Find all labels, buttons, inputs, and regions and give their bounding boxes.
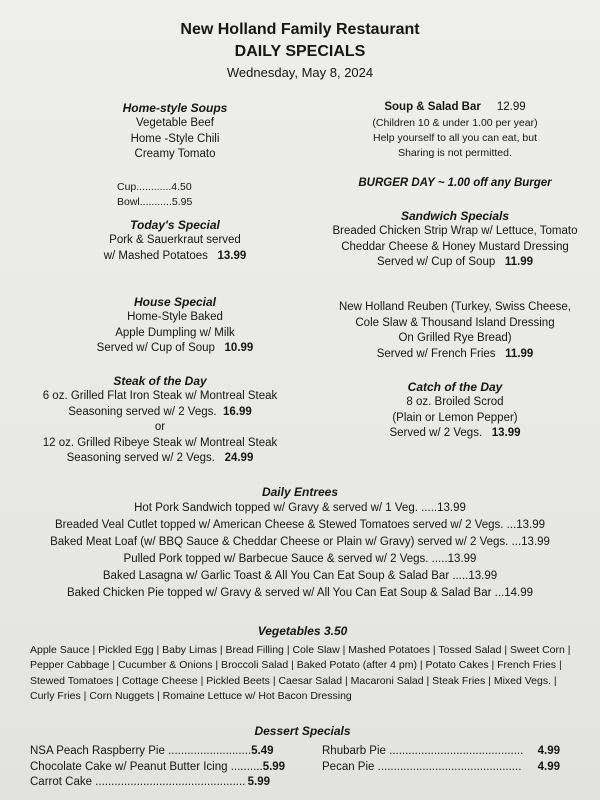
vegetables-list: Apple Sauce | Pickled Egg | Baby Limas | Bread Filling | Cole Slaw | Mashed Potatoes | Tossed Salad | Sweet Corn | Pepper Cabbage | Cucumber & Onions | Broccoli Salad | Baked Potato (after 4 pm) | Potato Cakes | French Fries | Stewed Tomatoes | Cottage Cheese | Pickled Beets | Caesar Salad | Macaroni Salad | Steak Fries | Mixed Vegs. | Curly Fries | Corn Nuggets | Romaine Lettuce w/ Hot Bacon Dressing bbox=[30, 643, 571, 702]
salad-bar-section bbox=[330, 100, 580, 161]
steak-line: Seasoning served w/ 2 Vegs. bbox=[66, 452, 215, 464]
dessert-price: 5.49 bbox=[251, 745, 274, 757]
catch-line: 8 oz. Broiled Scrod bbox=[406, 396, 504, 408]
dessert-price: 5.99 bbox=[262, 760, 286, 773]
catch-line: (Plain or Lemon Pepper) bbox=[392, 411, 518, 424]
soups-heading: Home-style Soups bbox=[122, 101, 228, 115]
salad-bar-note: (Children 10 & under 1.00 per year) bbox=[372, 116, 538, 129]
entree-item: Pulled Pork topped w/ Barbecue Sauce & served w/ 2 Vegs. .....13.99 bbox=[123, 553, 477, 565]
house-special-line: Home-Style Baked bbox=[127, 311, 223, 323]
reuben-line: Cole Slaw & Thousand Island Dressing bbox=[355, 316, 555, 329]
menu-date: Wednesday, May 8, 2024 bbox=[226, 65, 374, 80]
salad-bar-heading: Soup & Salad Bar bbox=[384, 101, 481, 113]
steak-or: or bbox=[154, 421, 166, 433]
dessert-name: Pecan Pie ............................................. bbox=[322, 760, 522, 773]
sandwich-line: Served w/ Cup of Soup bbox=[376, 256, 496, 268]
steak-line: 12 oz. Grilled Ribeye Steak w/ Montreal Steak bbox=[42, 436, 278, 449]
dessert-name: Carrot Cake ............................................... bbox=[30, 776, 246, 788]
soup-cup-price: Cup............4.50 bbox=[117, 180, 192, 193]
dessert-price: 5.99 bbox=[247, 776, 270, 788]
dessert-item bbox=[322, 744, 560, 760]
reuben-line: Served w/ French Fries bbox=[376, 347, 496, 360]
sandwich-section bbox=[320, 208, 590, 271]
dessert-name: NSA Peach Raspberry Pie .......................... bbox=[30, 745, 252, 757]
steak-heading: Steak of the Day bbox=[113, 374, 207, 388]
house-special-heading: House Special bbox=[133, 295, 217, 309]
catch-heading: Catch of the Day bbox=[407, 380, 503, 394]
dessert-item bbox=[30, 744, 274, 760]
salad-bar-price: 12.99 bbox=[496, 101, 526, 113]
page-title: DAILY SPECIALS bbox=[234, 43, 366, 60]
reuben-line: On Grilled Rye Bread) bbox=[398, 332, 512, 344]
todays-special-section bbox=[70, 217, 280, 264]
dessert-section bbox=[30, 724, 575, 788]
vegetables-heading: Vegetables 3.50 bbox=[257, 624, 348, 638]
soups-section bbox=[90, 100, 260, 210]
entree-item: Baked Lasagna w/ Garlic Toast & All You Can Eat Soup & Salad Bar .....13.99 bbox=[102, 570, 498, 582]
burger-day-banner: BURGER DAY ~ 1.00 off any Burger bbox=[358, 177, 552, 189]
soup-item: Creamy Tomato bbox=[134, 148, 216, 160]
dessert-price: 4.99 bbox=[537, 760, 560, 773]
todays-special-line: Pork & Sauerkraut served bbox=[109, 234, 241, 246]
soup-item: Vegetable Beef bbox=[135, 117, 214, 129]
dessert-column-right bbox=[322, 744, 560, 775]
vegetables-section bbox=[30, 624, 575, 705]
steak-price-2: 24.99 bbox=[224, 452, 254, 464]
entrees-section bbox=[20, 484, 580, 602]
entree-item: Hot Pork Sandwich topped w/ Gravy & served w/ 1 Veg. .....13.99 bbox=[134, 502, 466, 514]
sandwich-price: 11.99 bbox=[504, 256, 533, 268]
restaurant-name: New Holland Family Restaurant bbox=[180, 21, 420, 38]
house-special-line: Apple Dumpling w/ Milk bbox=[115, 326, 235, 339]
steak-line: Seasoning served w/ 2 Vegs. bbox=[68, 405, 217, 418]
dessert-name: Chocolate Cake w/ Peanut Butter Icing .......... bbox=[30, 760, 263, 773]
catch-price: 13.99 bbox=[491, 427, 521, 439]
house-special-line: Served w/ Cup of Soup bbox=[96, 342, 215, 354]
sandwich-heading: Sandwich Specials bbox=[400, 209, 510, 223]
soup-bowl-price: Bowl...........5.95 bbox=[117, 195, 193, 208]
entree-item: Baked Meat Loaf (w/ BBQ Sauce & Cheddar Cheese or Plain w/ Gravy) served w/ 2 Vegs. ...13.99 bbox=[50, 536, 550, 548]
entrees-heading: Daily Entrees bbox=[261, 485, 339, 499]
todays-special-line: w/ Mashed Potatoes bbox=[103, 249, 208, 262]
steak-section bbox=[30, 373, 290, 467]
catch-line: Served w/ 2 Vegs. bbox=[389, 427, 483, 439]
entree-item: Breaded Veal Cutlet topped w/ American Cheese & Stewed Tomatoes served w/ 2 Vegs. ...13.99 bbox=[54, 519, 546, 531]
todays-special-price: 13.99 bbox=[217, 249, 247, 262]
sandwich-line: Cheddar Cheese & Honey Mustard Dressing bbox=[341, 240, 569, 253]
steak-price-1: 16.99 bbox=[222, 405, 252, 418]
house-special-price: 10.99 bbox=[224, 342, 254, 354]
dessert-item bbox=[30, 760, 286, 776]
salad-bar-note: Help yourself to all you can eat, but bbox=[372, 131, 537, 144]
entree-item: Baked Chicken Pie topped w/ Gravy & served w/ All You Can Eat Soup & Salad Bar ...14.99 bbox=[66, 587, 534, 599]
reuben-line: New Holland Reuben (Turkey, Swiss Cheese, bbox=[338, 301, 572, 313]
sandwich-line: Breaded Chicken Strip Wrap w/ Lettuce, Tomato bbox=[332, 225, 578, 237]
dessert-item bbox=[322, 760, 560, 776]
todays-special-heading: Today's Special bbox=[130, 218, 220, 232]
soup-item: Home -Style Chili bbox=[130, 132, 220, 145]
dessert-name: Rhubarb Pie .......................................... bbox=[322, 745, 524, 757]
menu-header bbox=[0, 20, 600, 81]
dessert-item bbox=[30, 775, 270, 791]
dessert-heading: Dessert Specials bbox=[254, 724, 351, 738]
catch-section bbox=[340, 379, 570, 442]
dessert-price: 4.99 bbox=[537, 745, 560, 757]
steak-line: 6 oz. Grilled Flat Iron Steak w/ Montreal Steak bbox=[42, 390, 278, 402]
house-special-section bbox=[70, 294, 280, 357]
dessert-column-left bbox=[30, 744, 286, 791]
reuben-section bbox=[320, 300, 590, 362]
salad-bar-note: Sharing is not permitted. bbox=[398, 146, 512, 159]
reuben-price: 11.99 bbox=[505, 347, 534, 360]
